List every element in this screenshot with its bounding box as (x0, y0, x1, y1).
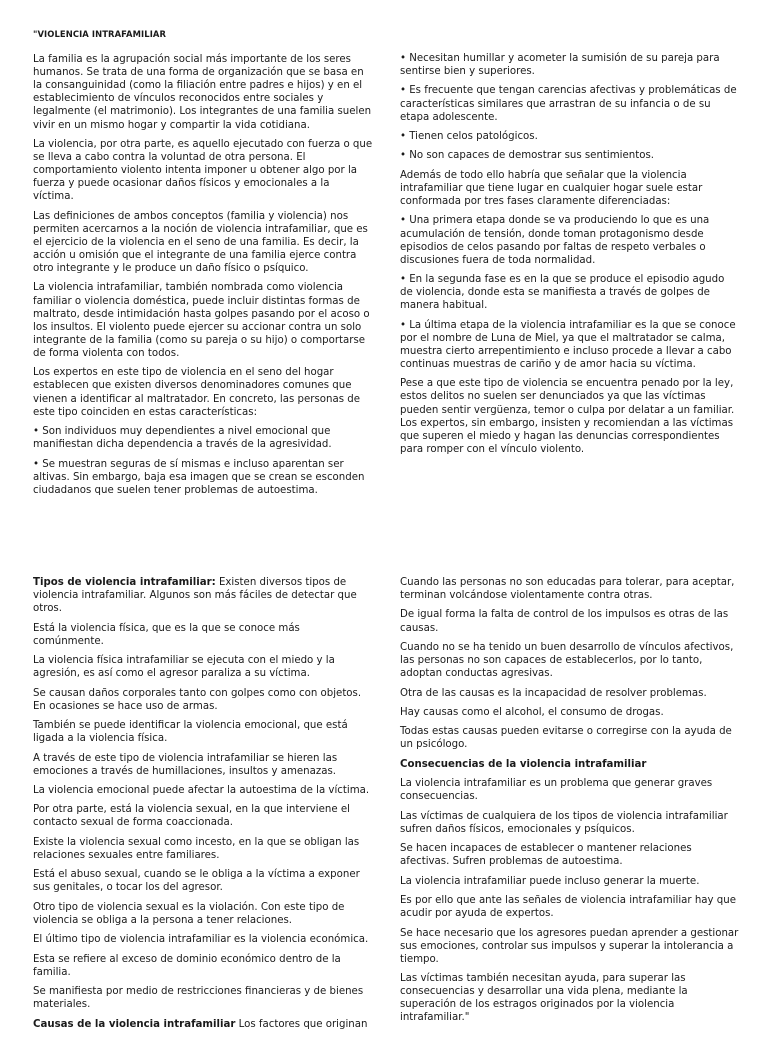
paragraph: Existe la violencia sexual como incesto, en la que se obligan las relaciones sexuales entre familiares. (33, 836, 360, 861)
paragraph: Está el abuso sexual, cuando se le obliga a la víctima a exponer sus genitales, o tocar los del agresor. (33, 869, 360, 894)
paragraph: La violencia intrafamiliar es un problema que generar graves consecuencias. (400, 778, 713, 803)
paragraph: Por otra parte, está la violencia sexual, en la que interviene el contacto sexual de forma coaccionada. (33, 804, 350, 829)
bullet-item: • Son individuos muy dependientes a nivel emocional que manifiestan dicha dependencia a través de la agresividad. (33, 426, 332, 451)
bullet-item: • Una primera etapa donde se va produciendo lo que es una acumulación de tensión, donde toman protagonismo desde episodios de celos pasando por faltas de respeto verbales o discusiones fuera de toda normalidad. (400, 215, 710, 266)
paragraph: La violencia, por otra parte, es aquello ejecutado con fuerza o que se lleva a cabo contra la voluntad de otra persona. El comportamiento violento intenta imponer u obtener algo por la fuerza y puede ocasionar daños físicos y emocionales a la víctima. (33, 138, 373, 203)
bullet-item: • Se muestran seguras de sí mismas e incluso aparentan ser altivas. Sin embargo, baja esa imagen que se crean se esconden ciudadanos que suelen tener problemas de autoestima. (33, 458, 365, 496)
column-top-right (400, 52, 740, 462)
paragraph: La violencia física intrafamiliar se ejecuta con el miedo y la agresión, es así como el agresor paraliza a su víctima. (33, 655, 335, 680)
bullet-item: • Necesitan humillar y acometer la sumisión de su pareja para sentirse bien y superiores. (400, 53, 720, 78)
document-title: "VIOLENCIA INTRAFAMILIAR (33, 29, 167, 39)
paragraph: La violencia intrafamiliar, también nombrada como violencia familiar o violencia doméstica, puede incluir distintas formas de maltrato, desde intimidación hasta golpes pasando por el acoso o los insultos. El violento puede ejercer su accionar contra un solo integrante de la familia (como su pareja o su hijo) o comportarse de forma violenta con todos. (33, 282, 370, 359)
paragraph: También se puede identificar la violencia emocional, que está ligada a la violencia física. (33, 720, 348, 745)
bullet-item: • Tienen celos patológicos. (400, 131, 538, 143)
paragraph: Pese a que este tipo de violencia se encuentra penado por la ley, estos delitos no suelen ser denunciados ya que las víctimas pueden sentir vergüenza, temor o culpa por delatar a un familiar. Los expertos, sin embargo, insisten y recomiendan a las víctimas que superen el miedo y hagan las denuncias correspondientes para romper con el vínculo violento. (400, 378, 735, 455)
section-intro (33, 1018, 373, 1031)
section-intro-text: Existen diversos tipos de violencia intrafamiliar. Algunos son más fáciles de detectar que otros. (33, 577, 357, 615)
paragraph: La violencia intrafamiliar puede incluso generar la muerte. (400, 875, 700, 887)
paragraph: Cuando no se ha tenido un buen desarrollo de vínculos afectivos, las personas no son capaces de establecerlos, por lo tanto, adoptan conductas agresivas. (400, 641, 734, 680)
paragraph: Se hacen incapaces de establecer o mantener relaciones afectivas. Sufren problemas de autoestima. (400, 843, 692, 868)
paragraph: Se causan daños corporales tanto con golpes como con objetos. En ocasiones se hace uso de armas. (33, 687, 362, 712)
bullet-item: • En la segunda fase es en la que se produce el episodio agudo de violencia, donde esta se manifiesta a través de golpes de manera habitual. (400, 274, 725, 312)
paragraph: Además de todo ello habría que señalar que la violencia intrafamiliar que tiene lugar en cualquier hogar suele estar conformada por tres fases claramente diferenciadas: (400, 169, 703, 208)
paragraph: Las víctimas de cualquiera de los tipos de violencia intrafamiliar sufren daños físicos, emocionales y psíquicos. (400, 810, 728, 835)
paragraph: De igual forma la falta de control de los impulsos es otras de las causas. (400, 609, 729, 634)
bullet-item: • Es frecuente que tengan carencias afectivas y problemáticas de características similares que arrastran de su infancia o de su etapa adolescente. (400, 85, 737, 123)
bullet-item: • La última etapa de la violencia intrafamiliar es la que se conoce por el nombre de Luna de Miel, ya que el maltratador se calma, muestra cierto arrepentimiento e incluso procede a llevar a cabo continuas muestras de cariño y de amor hacia su víctima. (400, 319, 736, 370)
paragraph: Los expertos en este tipo de violencia en el seno del hogar establecen que existen diversos denominadores comunes que vienen a identificar al maltratador. En concreto, las personas de este tipo coinciden en estas características: (33, 367, 360, 418)
paragraph: Cuando las personas no son educadas para tolerar, para aceptar, terminan volcándose violentamente contra otras. (400, 577, 735, 602)
bullet-item: • No son capaces de demostrar sus sentimientos. (400, 150, 654, 162)
section-intro-text: Los factores que originan (235, 1018, 368, 1030)
paragraph: Se hace necesario que los agresores puedan aprender a gestionar sus emociones, controlar sus impulsos y superar la intolerancia a tiempo. (400, 927, 739, 965)
paragraph: El último tipo de violencia intrafamiliar es la violencia económica. (33, 934, 369, 946)
paragraph: Hay causas como el alcohol, el consumo de drogas. (400, 706, 664, 718)
section-heading-causas: Causas de la violencia intrafamiliar (33, 1018, 236, 1030)
paragraph: A través de este tipo de violencia intrafamiliar se hieren las emociones a través de humillaciones, insultos y amenazas. (33, 752, 338, 777)
paragraph: Todas estas causas pueden evitarse o corregirse con la ayuda de un psicólogo. (400, 726, 732, 751)
column-top-left (33, 28, 373, 503)
paragraph: Es por ello que ante las señales de violencia intrafamiliar hay que acudir por ayuda de expertos. (400, 895, 736, 920)
column-bottom-left (33, 576, 373, 1037)
section-heading-consecuencias: Consecuencias de la violencia intrafamiliar (400, 758, 647, 770)
paragraph: Las definiciones de ambos conceptos (familia y violencia) nos permiten acercarnos a la noción de violencia intrafamiliar, que es el ejercicio de la violencia en el seno de una familia. Es decir, la acción u omisión que el integrante de una familia ejerce contra otro integrante y le produce un daño físico o psíquico. (33, 210, 368, 275)
paragraph: Esta se refiere al exceso de dominio económico dentro de la familia. (33, 953, 341, 978)
paragraph: Otra de las causas es la incapacidad de resolver problemas. (400, 687, 707, 699)
section-heading-tipos: Tipos de violencia intrafamiliar: (33, 577, 216, 588)
paragraph: La familia es la agrupación social más importante de los seres humanos. Se trata de una forma de organización que se basa en la consanguinidad (como la filiación entre padres e hijos) y en el establecimiento de vínculos reconocidos entre sociales y legalmente (el matrimonio). Los integrantes de una familia suelen vivir en un mismo hogar y compartir la vida cotidiana. (33, 54, 372, 131)
paragraph: Está la violencia física, que es la que se conoce más comúnmente. (33, 622, 300, 647)
section-intro (33, 576, 373, 615)
paragraph: Otro tipo de violencia sexual es la violación. Con este tipo de violencia se obliga a la persona a tener relaciones. (33, 901, 345, 926)
paragraph: Las víctimas también necesitan ayuda, para superar las consecuencias y desarrollar una vida plena, mediante la superación de los estragos originados por la violencia intrafamiliar." (400, 973, 688, 1024)
paragraph: La violencia emocional puede afectar la autoestima de la víctima. (33, 785, 370, 796)
paragraph: Se manifiesta por medio de restricciones financieras y de bienes materiales. (33, 986, 364, 1011)
column-bottom-right (400, 576, 740, 1031)
